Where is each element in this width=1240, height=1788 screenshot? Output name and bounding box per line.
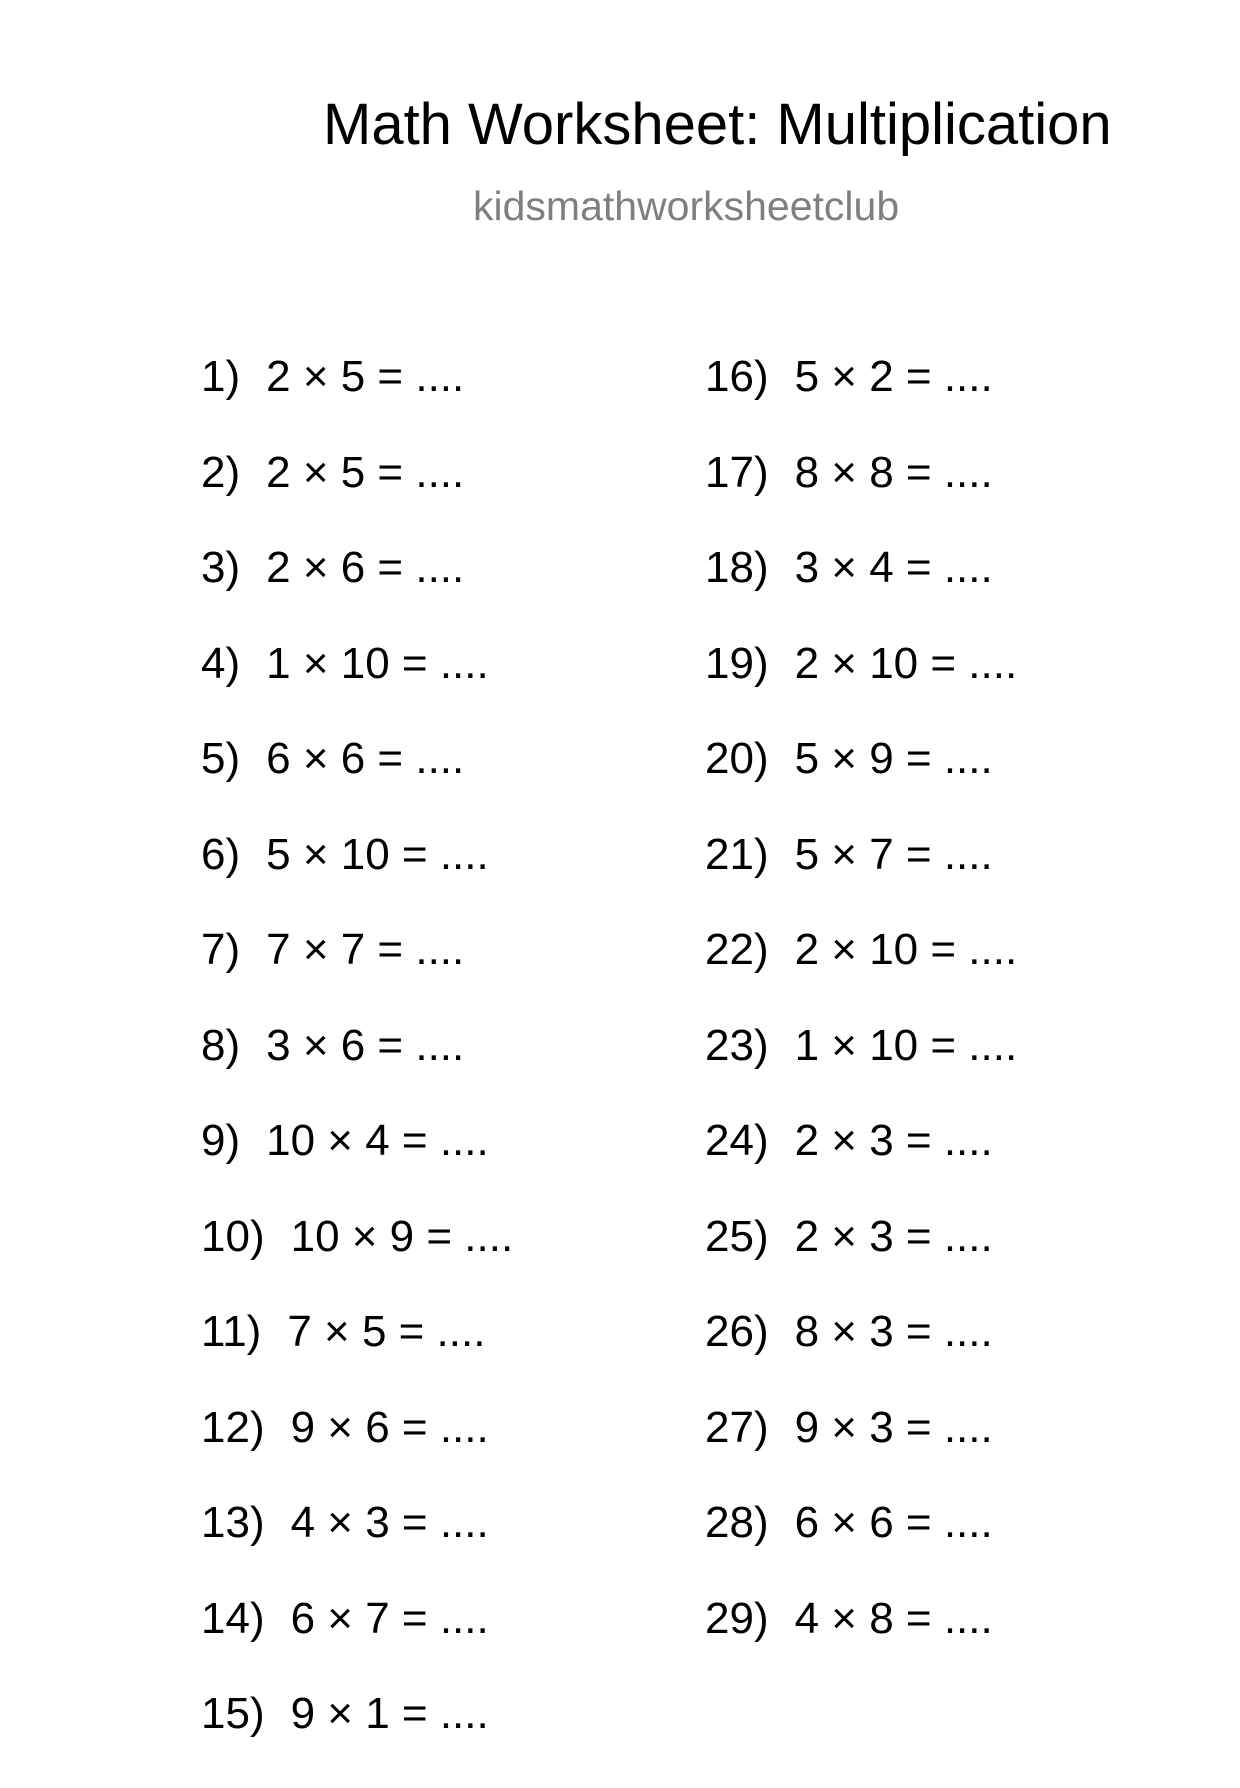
problem-number: 22) [705, 925, 769, 974]
problem-number: 21) [705, 829, 769, 879]
problem-column-right [705, 352, 1018, 1692]
problem-item [201, 925, 513, 1024]
problem-expression: 2 × 6 = .... [266, 543, 465, 592]
problem-expression: 8 × 8 = .... [794, 447, 993, 497]
problem-item [201, 734, 513, 833]
problem-expression: 10 × 4 = .... [266, 1116, 489, 1165]
problem-item [705, 352, 1017, 451]
problem-expression: 6 × 7 = .... [290, 1593, 489, 1643]
problem-number: 26) [705, 1307, 769, 1356]
problem-expression: 8 × 3 = .... [794, 1307, 993, 1356]
problem-number: 29) [705, 1593, 769, 1643]
problem-item [705, 1116, 1017, 1215]
problem-number: 11) [201, 1307, 262, 1356]
problem-item [201, 1689, 513, 1788]
problem-item [705, 447, 1017, 547]
problem-column-left [201, 352, 514, 1788]
problem-expression: 4 × 3 = .... [290, 1498, 489, 1547]
problem-item [705, 829, 1017, 929]
problem-item [705, 925, 1018, 1024]
problem-item [705, 1498, 1017, 1597]
problem-number: 8) [201, 1020, 241, 1070]
problem-number: 12) [201, 1402, 265, 1452]
problem-item [201, 543, 513, 642]
problem-number: 16) [705, 352, 769, 401]
problem-expression: 10 × 9 = .... [290, 1211, 514, 1261]
problem-expression: 9 × 3 = .... [794, 1402, 993, 1452]
problem-item [201, 352, 513, 451]
problem-item [201, 1307, 513, 1406]
problem-expression: 7 × 5 = .... [287, 1307, 486, 1356]
problem-item [201, 447, 513, 547]
problem-item [705, 1211, 1017, 1311]
problem-number: 17) [705, 447, 769, 497]
problem-number: 10) [201, 1211, 265, 1261]
problem-number: 1) [201, 352, 241, 401]
problem-number: 2) [201, 447, 241, 497]
problem-number: 6) [201, 829, 241, 879]
problem-expression: 9 × 1 = .... [290, 1689, 489, 1738]
problem-number: 7) [201, 925, 241, 974]
problem-expression: 6 × 6 = .... [794, 1498, 993, 1547]
problem-item [705, 734, 1017, 833]
problem-number: 3) [201, 543, 241, 592]
problem-expression: 5 × 9 = .... [794, 734, 993, 783]
problem-expression: 1 × 10 = .... [266, 638, 489, 688]
problem-item [201, 638, 513, 738]
problem-item [201, 829, 513, 929]
problem-number: 24) [705, 1116, 769, 1165]
problem-number: 18) [705, 543, 769, 592]
worksheet-source: kidsmathworksheetclub [473, 183, 900, 229]
problem-item [705, 1307, 1017, 1406]
problem-expression: 6 × 6 = .... [266, 734, 465, 783]
problem-item [705, 1593, 1017, 1693]
problem-expression: 5 × 7 = .... [794, 829, 993, 879]
problem-number: 13) [201, 1498, 265, 1547]
problem-expression: 2 × 5 = .... [266, 352, 465, 401]
problem-expression: 5 × 2 = .... [794, 352, 993, 401]
problem-number: 27) [705, 1402, 769, 1452]
problem-item [201, 1020, 513, 1120]
problem-expression: 3 × 6 = .... [266, 1020, 465, 1070]
problem-expression: 7 × 7 = .... [266, 925, 465, 974]
problem-number: 23) [705, 1020, 769, 1070]
problem-expression: 4 × 8 = .... [794, 1593, 993, 1643]
problem-expression: 3 × 4 = .... [794, 543, 993, 592]
problem-item [201, 1211, 514, 1311]
problem-item [705, 543, 1017, 642]
problem-item [201, 1402, 513, 1502]
problem-number: 28) [705, 1498, 769, 1547]
problem-number: 14) [201, 1593, 265, 1643]
problem-expression: 2 × 3 = .... [794, 1211, 993, 1261]
problem-expression: 2 × 3 = .... [794, 1116, 993, 1165]
problem-number: 19) [705, 638, 769, 688]
worksheet-title: Math Worksheet: Multiplication [323, 92, 1112, 157]
problem-number: 15) [201, 1689, 265, 1738]
problem-expression: 2 × 10 = .... [794, 638, 1018, 688]
problem-number: 5) [201, 734, 241, 783]
problem-number: 25) [705, 1211, 769, 1261]
problem-item [705, 638, 1018, 738]
problem-number: 4) [201, 638, 241, 688]
problem-number: 9) [201, 1116, 241, 1165]
problem-item [201, 1116, 513, 1215]
problem-item [705, 1020, 1018, 1120]
problem-item [201, 1593, 513, 1693]
problem-expression: 9 × 6 = .... [290, 1402, 489, 1452]
problem-number: 20) [705, 734, 769, 783]
problem-expression: 1 × 10 = .... [794, 1020, 1018, 1070]
problem-item [201, 1498, 513, 1597]
problem-item [705, 1402, 1017, 1502]
problem-expression: 2 × 10 = .... [794, 925, 1018, 974]
problem-expression: 2 × 5 = .... [266, 447, 465, 497]
problem-expression: 5 × 10 = .... [266, 829, 489, 879]
